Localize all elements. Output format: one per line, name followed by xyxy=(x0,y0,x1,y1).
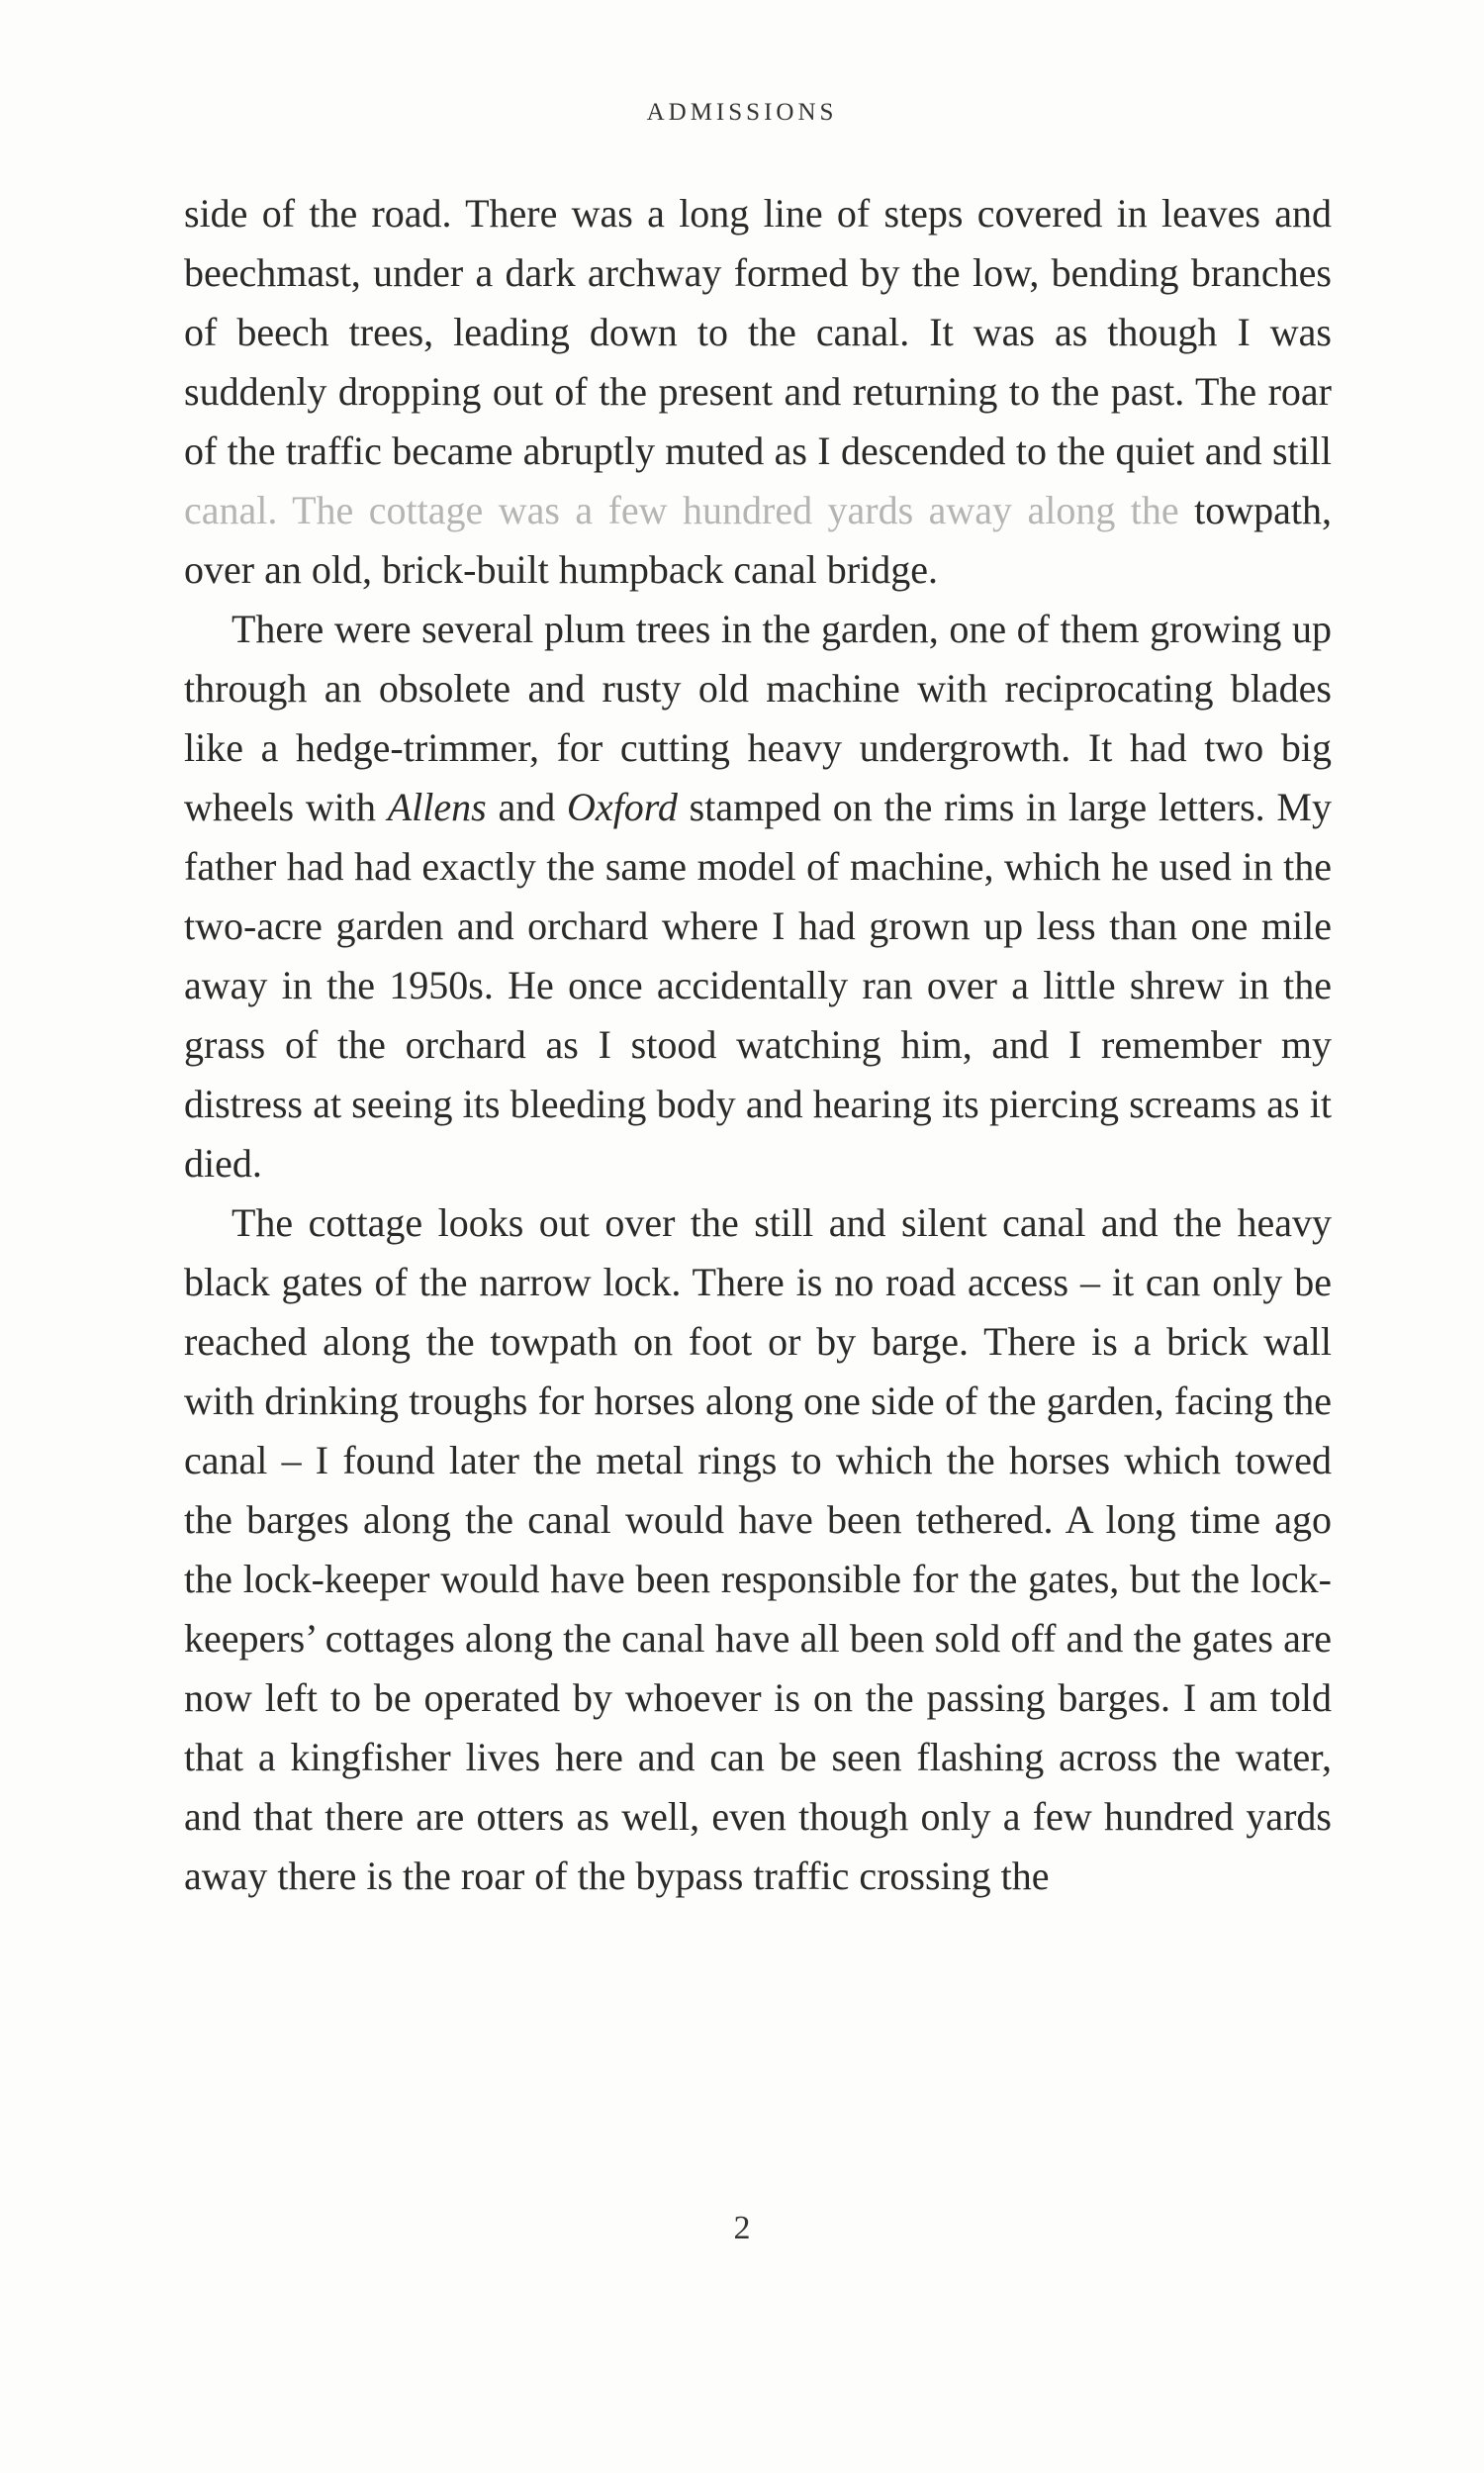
body-text xyxy=(184,184,1332,1906)
page-number: 2 xyxy=(733,2210,751,2246)
italic-word-allens: Allens xyxy=(387,785,487,829)
paragraph-3: The cottage looks out over the still and silent canal and the heavy black gates of the narrow lock. There is no road access – it can only be reached along the towpath on foot or by barge. There is a brick wall with drinking troughs for horses along one side of the garden, facing the canal – I found later the metal rings to which the horses which towed the barges along the canal would have been tethered. A long time ago the lock-keeper would have been responsible for the gates, but the lock-keepers’ cottages along the canal have all been sold off and the gates are now left to be operated by whoever is on the passing barges. I am told that a kingfisher lives here and can be seen flashing across the water, and that there are otters as well, even though only a few hundred yards away there is the roar of the bypass traffic crossing the xyxy=(184,1200,1332,1898)
paragraph-2-text-and: and xyxy=(486,785,568,829)
paragraph-1-text: side of the road. There was a long line of steps covered in leaves and beechmast, under a dark archway formed by the low, bending branches of beech trees, leading down to the canal. It was as though I was suddenly dropping out of the present and returning to the past. The roar of the traffic became abruptly muted as I descended to the quiet and still xyxy=(184,191,1332,473)
paragraph-1-faded-text: canal. The cottage was a few hundred yards away along the xyxy=(184,488,1179,532)
paragraph-2-text: There were several plum trees in the garden, one of them growing up through an obsolete and rusty old machine with reciprocating blades like a hedge-trimmer, for cutting heavy undergrowth. It had two big wheels with xyxy=(184,607,1332,829)
paragraph-2-text-end: stamped on the rims in large letters. My father had had exactly the same model of machine, which he used in the two-acre garden and orchard where I had grown up less than one mile away in the 1950s. He once accidentally ran over a little shrew in the grass of the orchard as I stood watching him, and I remember my distress at seeing its bleeding body and hearing its piercing screams as it died. xyxy=(184,785,1333,1186)
running-head: ADMISSIONS xyxy=(646,99,838,126)
paragraph-2 xyxy=(184,600,1332,1193)
paragraph-1 xyxy=(184,184,1332,600)
paragraph-1-text-end: towpath, over an old, brick-built humpback canal bridge. xyxy=(184,488,1332,592)
italic-word-oxford: Oxford xyxy=(567,785,678,829)
